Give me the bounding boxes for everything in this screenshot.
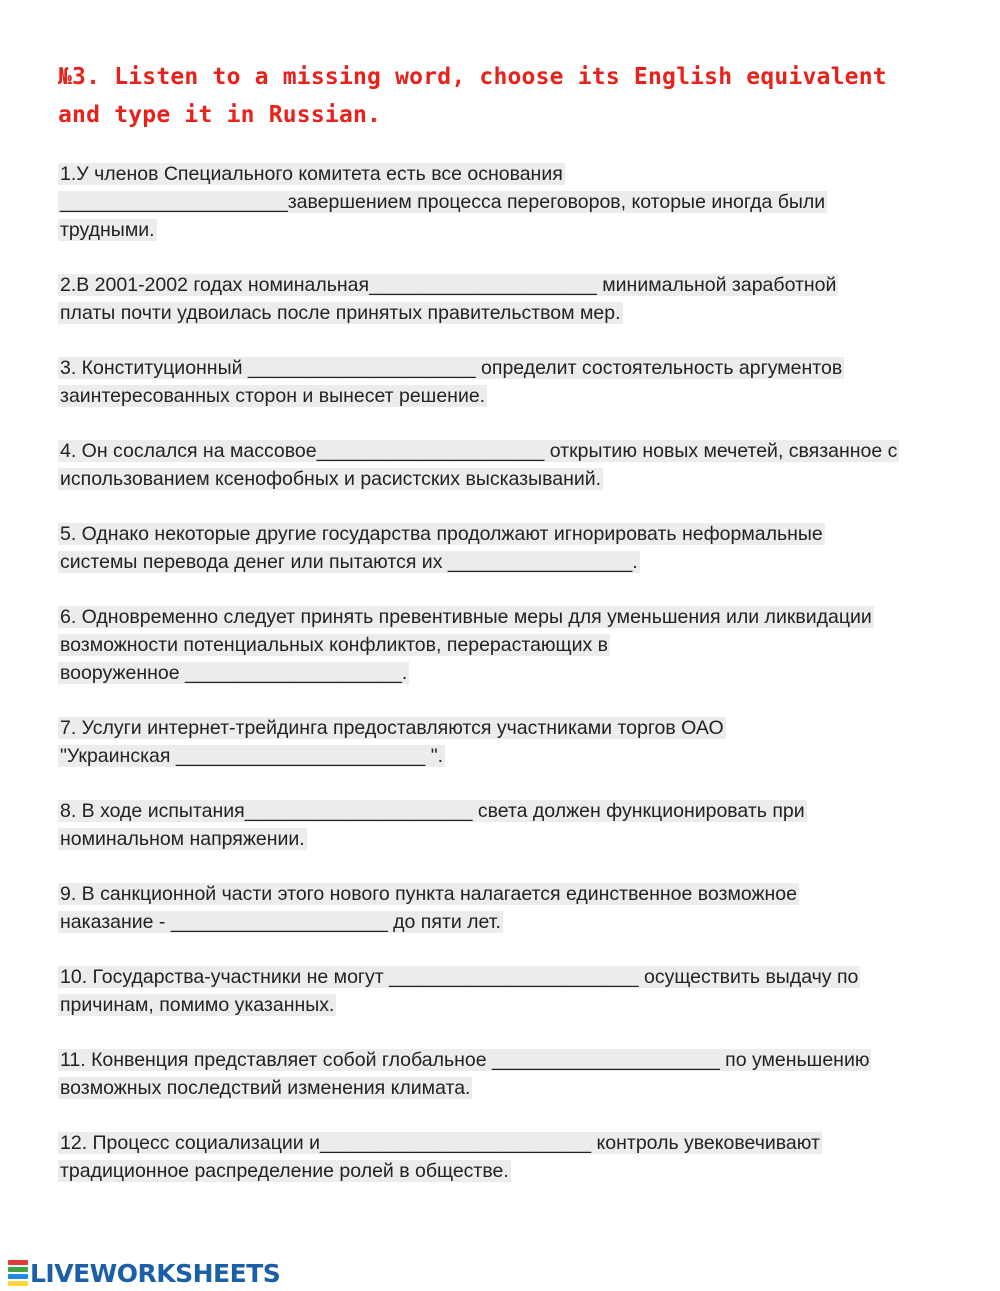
sentence-text: возможности потенциальных конфликтов, перерастающих в	[60, 634, 609, 656]
sentence-line	[58, 659, 948, 687]
sentence-text: 5. Однако некоторые другие государства продолжают игнорировать неформальные	[60, 523, 823, 545]
liveworksheets-logo	[8, 1258, 280, 1288]
sentence-text: 10. Государства-участники не могут _______________________ осуществить выдачу по	[60, 966, 859, 988]
sentence-line	[58, 1129, 948, 1157]
exercise-list	[58, 160, 948, 1212]
sentence-line	[58, 382, 948, 410]
sentence-line	[58, 520, 948, 548]
sentence-text: 8. В ходе испытания_____________________ света должен функционировать при	[60, 800, 805, 822]
sentence-line	[58, 271, 948, 299]
sentence-text: системы перевода денег или пытаются их _________________.	[60, 551, 638, 573]
sentence-line	[58, 1046, 948, 1074]
sentence-line	[58, 160, 948, 188]
sentence-line	[58, 797, 948, 825]
logo-stripe	[8, 1274, 28, 1279]
exercise-item	[58, 963, 948, 1019]
sentence-line	[58, 880, 948, 908]
sentence-text: "Украинская _______________________ ".	[60, 745, 444, 767]
sentence-text: 12. Процесс социализации и_________________________ контроль увековечивают	[60, 1132, 820, 1154]
sentence-line	[58, 714, 948, 742]
sentence-line	[58, 548, 948, 576]
sentence-text: наказание - ____________________ до пяти лет.	[60, 911, 501, 933]
sentence-text: 7. Услуги интернет-трейдинга предоставляются участниками торгов ОАО	[60, 717, 724, 739]
sentence-text: использованием ксенофобных и расистских высказываний.	[60, 468, 602, 490]
sentence-line	[58, 742, 948, 770]
sentence-line	[58, 963, 948, 991]
sentence-text: 4. Он сослался на массовое_____________________ открытию новых мечетей, связанное с	[60, 440, 898, 462]
sentence-text: 2.В 2001-2002 годах номинальная_____________________ минимальной заработной	[60, 274, 837, 296]
exercise-item	[58, 354, 948, 410]
sentence-line	[58, 1074, 948, 1102]
sentence-text: возможных последствий изменения климата.	[60, 1077, 471, 1099]
exercise-item	[58, 1046, 948, 1102]
sentence-line	[58, 437, 948, 465]
sentence-line	[58, 465, 948, 493]
exercise-item	[58, 880, 948, 936]
exercise-item	[58, 160, 948, 244]
sentence-text: 1.У членов Специального комитета есть все основания	[60, 163, 563, 185]
logo-icon	[8, 1260, 28, 1286]
sentence-line	[58, 603, 948, 631]
sentence-line	[58, 825, 948, 853]
exercise-item	[58, 271, 948, 327]
logo-stripe	[8, 1267, 28, 1272]
sentence-line	[58, 354, 948, 382]
sentence-line	[58, 991, 948, 1019]
logo-stripe	[8, 1260, 28, 1265]
sentence-text: _____________________завершением процесса переговоров, которые иногда были	[60, 191, 826, 213]
exercise-item	[58, 1129, 948, 1185]
exercise-item	[58, 714, 948, 770]
sentence-text: 9. В санкционной части этого нового пункта налагается единственное возможное	[60, 883, 797, 905]
exercise-item	[58, 603, 948, 687]
exercise-item	[58, 797, 948, 853]
sentence-line	[58, 908, 948, 936]
sentence-line	[58, 216, 948, 244]
logo-text: LIVEWORKSHEETS	[30, 1258, 281, 1288]
exercise-title: №3. Listen to a missing word, choose its English equivalent and type it in Russian.	[58, 64, 887, 128]
exercise-item	[58, 437, 948, 493]
sentence-line	[58, 299, 948, 327]
logo-stripe	[8, 1281, 28, 1286]
exercise-item	[58, 520, 948, 576]
sentence-text: вооруженное ____________________.	[60, 662, 408, 684]
sentence-text: заинтересованных сторон и вынесет решение.	[60, 385, 486, 407]
sentence-text: 6. Одновременно следует принять превентивные меры для уменьшения или ликвидации	[60, 606, 872, 628]
sentence-text: традиционное распределение ролей в обществе.	[60, 1160, 509, 1182]
sentence-text: 11. Конвенция представляет собой глобальное _____________________ по уменьшению	[60, 1049, 870, 1071]
sentence-text: 3. Конституционный _____________________ определит состоятельность аргументов	[60, 357, 843, 379]
sentence-text: трудными.	[60, 219, 155, 241]
sentence-line	[58, 631, 948, 659]
sentence-line	[58, 1157, 948, 1185]
sentence-text: причинам, помимо указанных.	[60, 994, 335, 1016]
sentence-text: номинальном напряжении.	[60, 828, 305, 850]
sentence-text: платы почти удвоилась после принятых правительством мер.	[60, 302, 621, 324]
sentence-line	[58, 188, 948, 216]
